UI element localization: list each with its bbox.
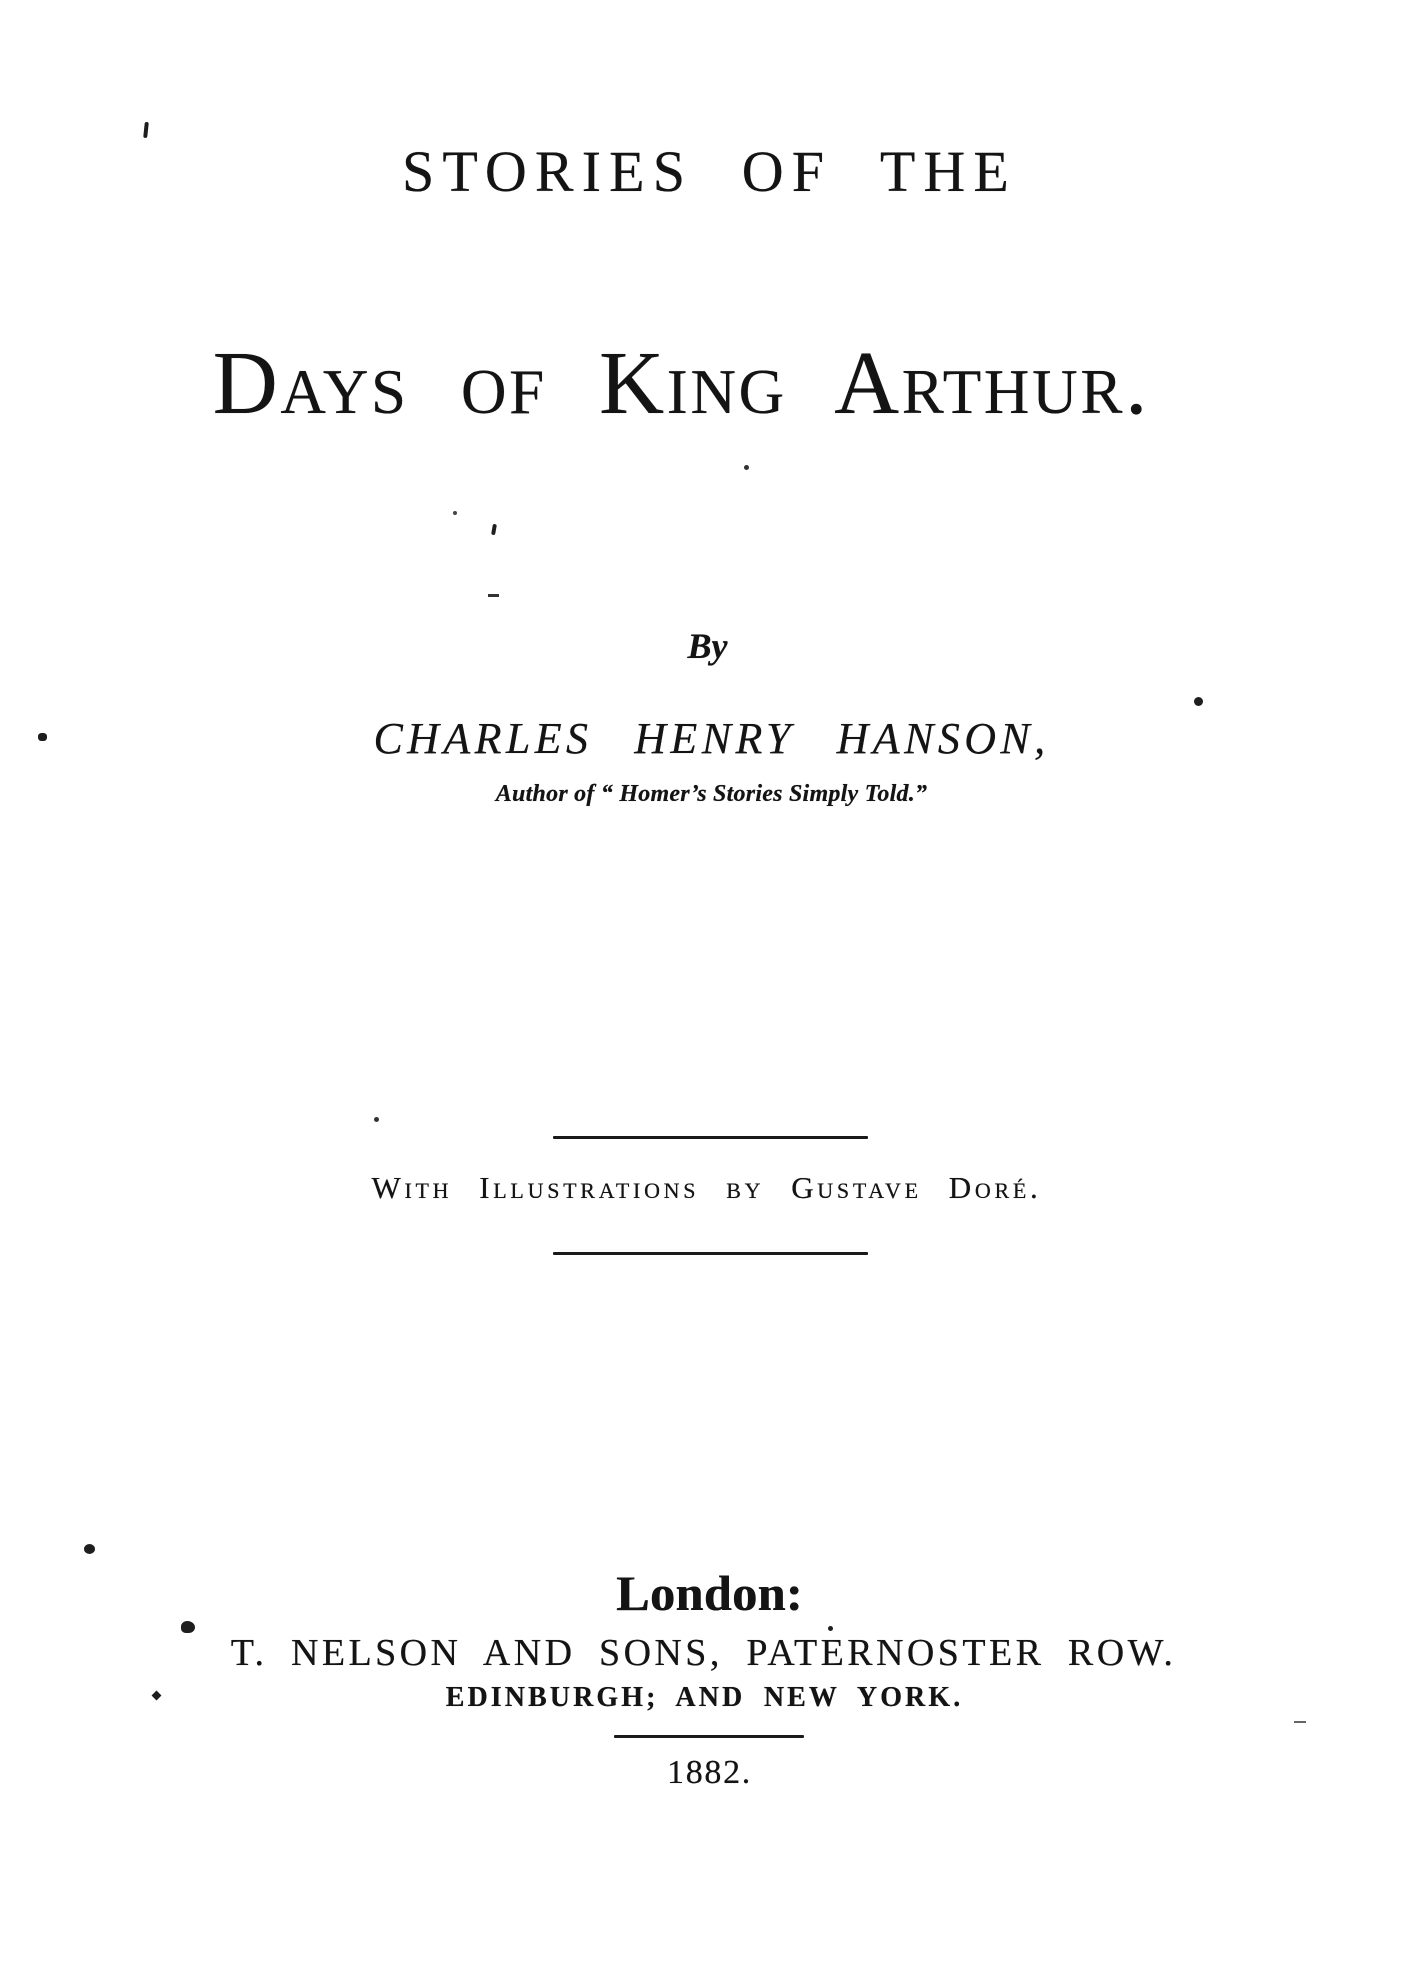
scan-speck xyxy=(828,1626,833,1631)
imprint-offices: EDINBURGH; AND NEW YORK. xyxy=(445,1682,964,1713)
scan-speck xyxy=(744,465,749,470)
author-name: CHARLES HENRY HANSON, xyxy=(373,714,1050,763)
scan-speck xyxy=(1294,1721,1306,1723)
scan-speck xyxy=(38,733,47,741)
scan-speck xyxy=(453,511,457,515)
series-title: STORIES OF THE xyxy=(402,139,1017,204)
author-credit: Author of “ Homer’s Stories Simply Told.” xyxy=(495,781,928,807)
scan-speck xyxy=(488,594,499,597)
scan-speck xyxy=(491,524,497,536)
illustration-credit: With Illustrations by Gustave Doré. xyxy=(371,1170,1042,1205)
imprint-publisher: T. NELSON AND SONS, PATERNOSTER ROW. xyxy=(230,1632,1177,1674)
divider-rule-bottom xyxy=(553,1252,868,1255)
scan-speck xyxy=(374,1117,379,1122)
imprint-city: London: xyxy=(616,1565,803,1621)
divider-rule-top xyxy=(553,1136,868,1139)
scan-speck xyxy=(1194,697,1203,706)
book-title: Days of King Arthur. xyxy=(212,334,1151,433)
scan-speck xyxy=(181,1621,195,1633)
imprint-year: 1882. xyxy=(667,1754,752,1791)
byline-label: By xyxy=(687,626,728,666)
scan-speck xyxy=(143,122,149,138)
imprint-divider-rule xyxy=(614,1735,804,1738)
scan-speck xyxy=(84,1544,95,1554)
